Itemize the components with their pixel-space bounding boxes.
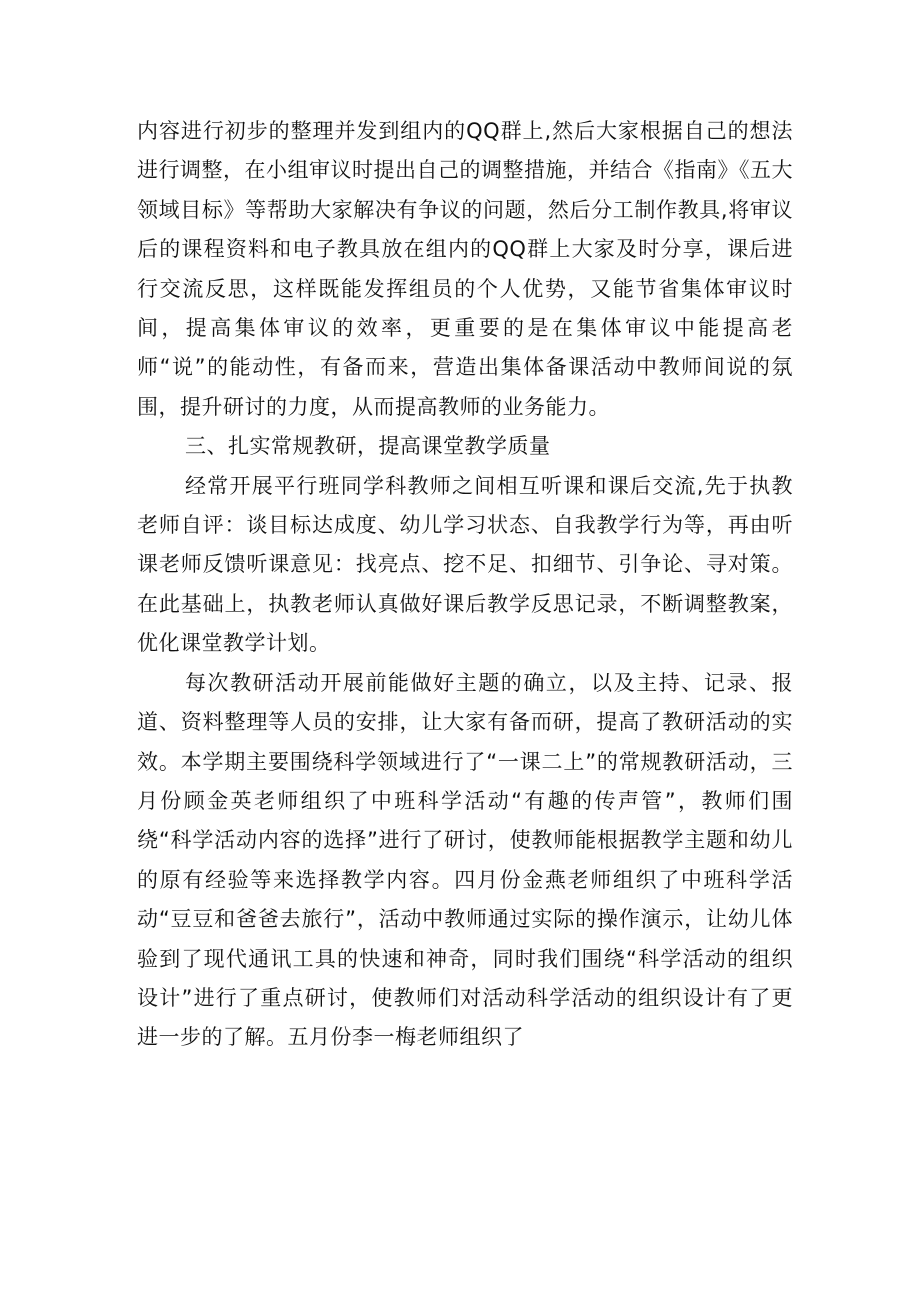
document-page <box>137 112 793 1058</box>
paragraph-3: 每次教研活动开展前能做好主题的确立，以及主持、记录、报道、资料整理等人员的安排，让大家有备而研，提高了教研活动的实效。本学期主要围绕科学领域进行了“一课二上”的常规教研活动，三月份顾金英老师组织了中班科学活动“有趣的传声管”，教师们围绕“科学活动内容的选择”进行了研讨，使教师能根据教学主题和幼儿的原有经验等来选择教学内容。四月份金燕老师组织了中班科学活动“豆豆和爸爸去旅行”，活动中教师通过实际的操作演示，让幼儿体验到了现代通讯工具的快速和神奇，同时我们围绕“科学活动的组织设计”进行了重点研讨，使教师们对活动科学活动的组织设计有了更进一步的了解。五月份李一梅老师组织了 <box>137 670 793 1050</box>
section-heading: 三、扎实常规教研，提高课堂教学质量 <box>185 434 551 459</box>
paragraph-1: 内容进行初步的整理并发到组内的QQ群上,然后大家根据自己的想法进行调整，在小组审议时提出自己的调整措施，并结合《指南》《五大领域目标》等帮助大家解决有争议的问题，然后分工制作教具,将审议后的课程资料和电子教具放在组内的QQ群上大家及时分享，课后进行交流反思，这样既能发挥组员的个人优势，又能节省集体审议时间，提高集体审议的效率，更重要的是在集体审议中能提高老师“说”的能动性，有备而来，营造出集体备课活动中教师间说的氛围，提升研讨的力度，从而提高教师的业务能力。 <box>137 119 793 419</box>
paragraph-2: 经常开展平行班同学科教师之间相互听课和课后交流,先于执教老师自评：谈目标达成度、幼儿学习状态、自我教学行为等，再由听课老师反馈听课意见：找亮点、挖不足、扣细节、引争论、寻对策。在此基础上，执教老师认真做好课后教学反思记录，不断调整教案，优化课堂教学计划。 <box>137 473 793 656</box>
